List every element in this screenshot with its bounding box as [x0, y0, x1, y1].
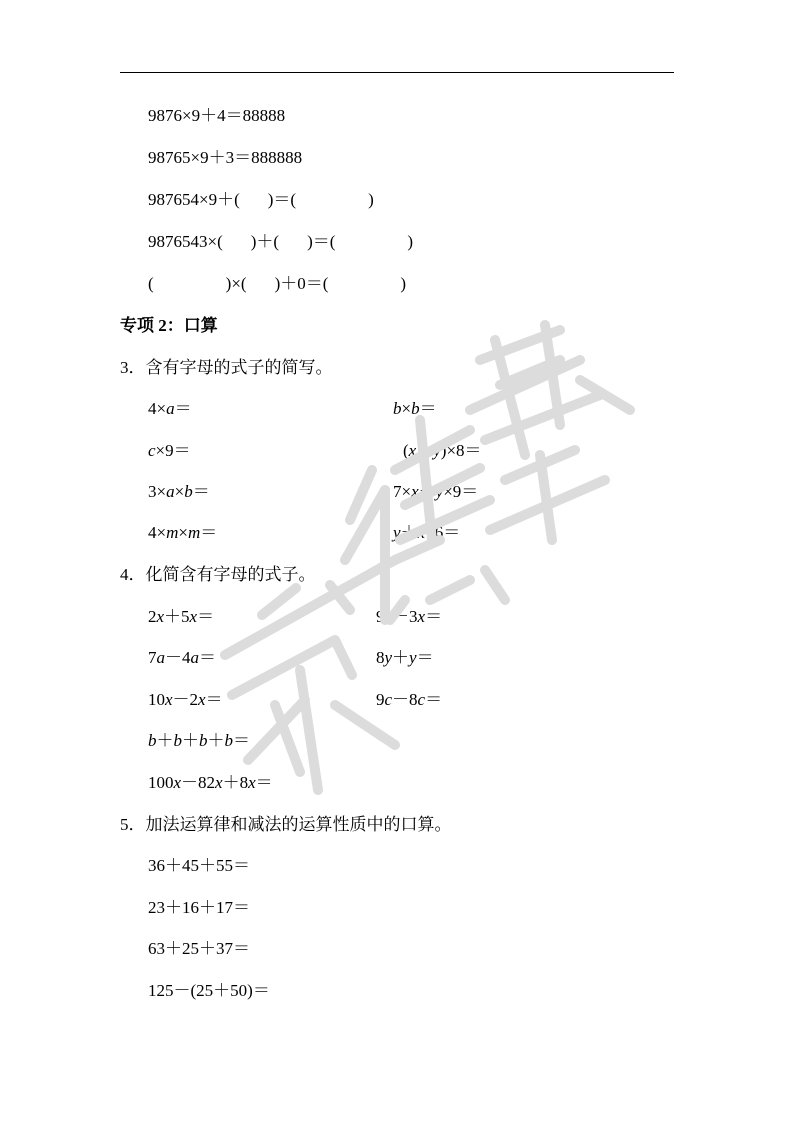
pattern-row-1: 9876×9＋4＝88888 — [148, 106, 286, 125]
pattern-row-5: ( )×( )＋0＝( ) — [148, 274, 407, 293]
pattern-row-2: 98765×9＋3＝888888 — [148, 148, 303, 167]
q4-expr-2: 9x－3x＝ — [376, 607, 443, 626]
q3-expr-3: c×9＝ — [148, 441, 191, 460]
q4-expr-5: 10x－2x＝ — [148, 690, 223, 709]
q4-expr-4: 8y＋y＝ — [376, 648, 434, 667]
section-title: 专项 2：口算 — [120, 316, 218, 335]
q4-expr-6: 9c－8c＝ — [376, 690, 443, 709]
q3-expr-6: 7×x＋y×9＝ — [393, 482, 479, 501]
header-rule — [120, 72, 674, 73]
q5-expr-1: 36＋45＋55＝ — [148, 856, 250, 875]
q5-expr-3: 63＋25＋37＝ — [148, 939, 250, 958]
pattern-row-3: 987654×9＋( )＝( ) — [148, 190, 374, 209]
q4-expr-1: 2x＋5x＝ — [148, 607, 215, 626]
q3-expr-5: 3×a×b＝ — [148, 482, 210, 501]
q4-expr-3: 7a－4a＝ — [148, 648, 216, 667]
q5-expr-2: 23＋16＋17＝ — [148, 898, 250, 917]
q4-expr-8: 100x－82x＋8x＝ — [148, 773, 273, 792]
q3-expr-7: 4×m×m＝ — [148, 523, 218, 542]
q5-title: 5．加法运算律和减法的运算性质中的口算。 — [120, 815, 452, 834]
q3-expr-2: b×b＝ — [393, 399, 437, 418]
q3-expr-1: 4×a＝ — [148, 399, 192, 418]
q3-title: 3．含有字母的式子的简写。 — [120, 358, 333, 377]
q5-expr-4: 125－(25＋50)＝ — [148, 981, 270, 1000]
q3-expr-4: (x＋y)×8＝ — [403, 441, 482, 460]
q3-expr-8: y＋x×6＝ — [393, 523, 461, 542]
q4-expr-7: b＋b＋b＋b＝ — [148, 731, 250, 750]
pattern-row-4: 9876543×( )＋( )＝( ) — [148, 232, 414, 251]
q4-title: 4．化简含有字母的式子。 — [120, 565, 316, 584]
